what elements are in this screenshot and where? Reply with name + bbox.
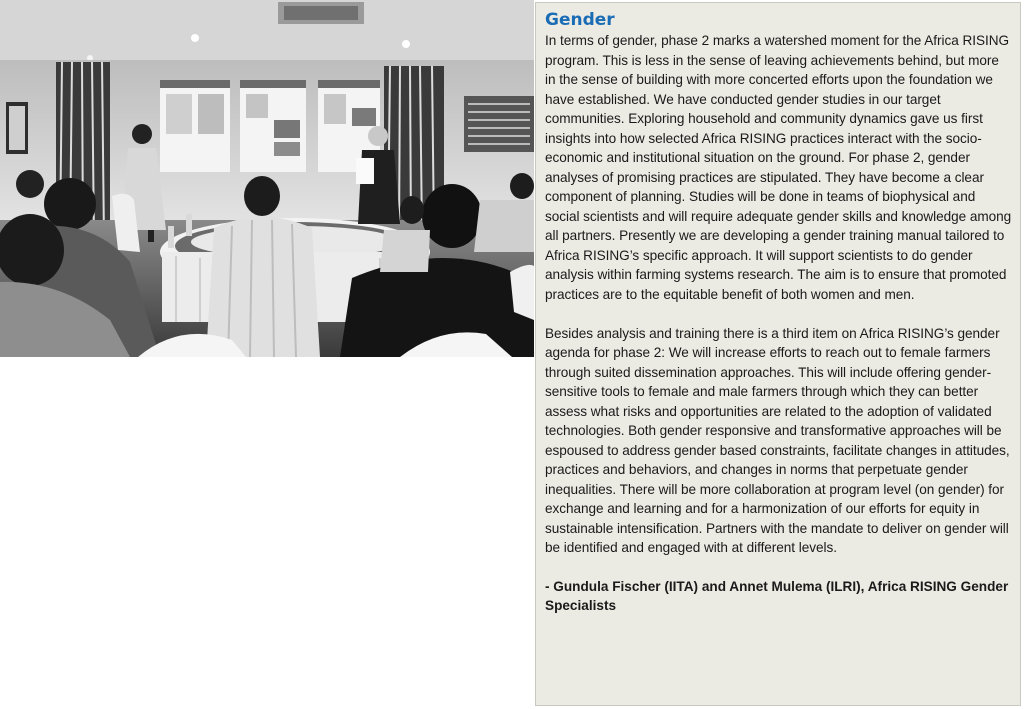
article-paragraph-1: In terms of gender, phase 2 marks a watershed moment for the Africa RISING program. This is less in the sense of leaving achievements behind, but more in the sense of building with more concerted efforts upon the foundation we have established. We have conducted gender studies in our target communities. Exploring household and community dynamics gave us first insights into how selected Africa RISING practices interact with the socio-economic and institutional situation on the ground. For phase 2, gender analyses of promising practices are stipulated. They have become a clear component of planning. Studies will be done in teams of biophysical and social scientists and will require adequate gender skills and knowledge among all partners. Presently we are developing a gender training manual tailored to Africa RISING’s specific approach. It will support scientists to do gender analysis within farming systems research. The aim is to ensure that promoted practices are to the equitable benefit of both women and men. <box>545 33 1012 302</box>
gender-article-box <box>535 2 1021 706</box>
workshop-photo <box>0 0 534 357</box>
author-signature: - Gundula Fischer (IITA) and Annet Mulema (ILRI), Africa RISING Gender Specialists <box>545 578 1009 613</box>
article-paragraph-2: Besides analysis and training there is a third item on Africa RISING’s gender agenda for phase 2: We will increase efforts to reach out to female farmers through suited dissemination approaches. This will include offering gender-sensitive tools to female and male farmers through which they can better assess what risks and opportunities are related to the adoption of validated technologies. Both gender responsive and transformative approaches will be espoused to address gender based constraints, facilitate changes in attitudes, practices and behaviors, and changes in norms that perpetuate gender inequalities. There will be more collaboration at program level (on gender) for exchange and learning and for a harmonization of our efforts for equity in sustainable intensification. Partners with the mandate to deliver on gender will be identified and engaged with at different levels. <box>545 325 1010 555</box>
article-heading: Gender <box>545 10 615 30</box>
